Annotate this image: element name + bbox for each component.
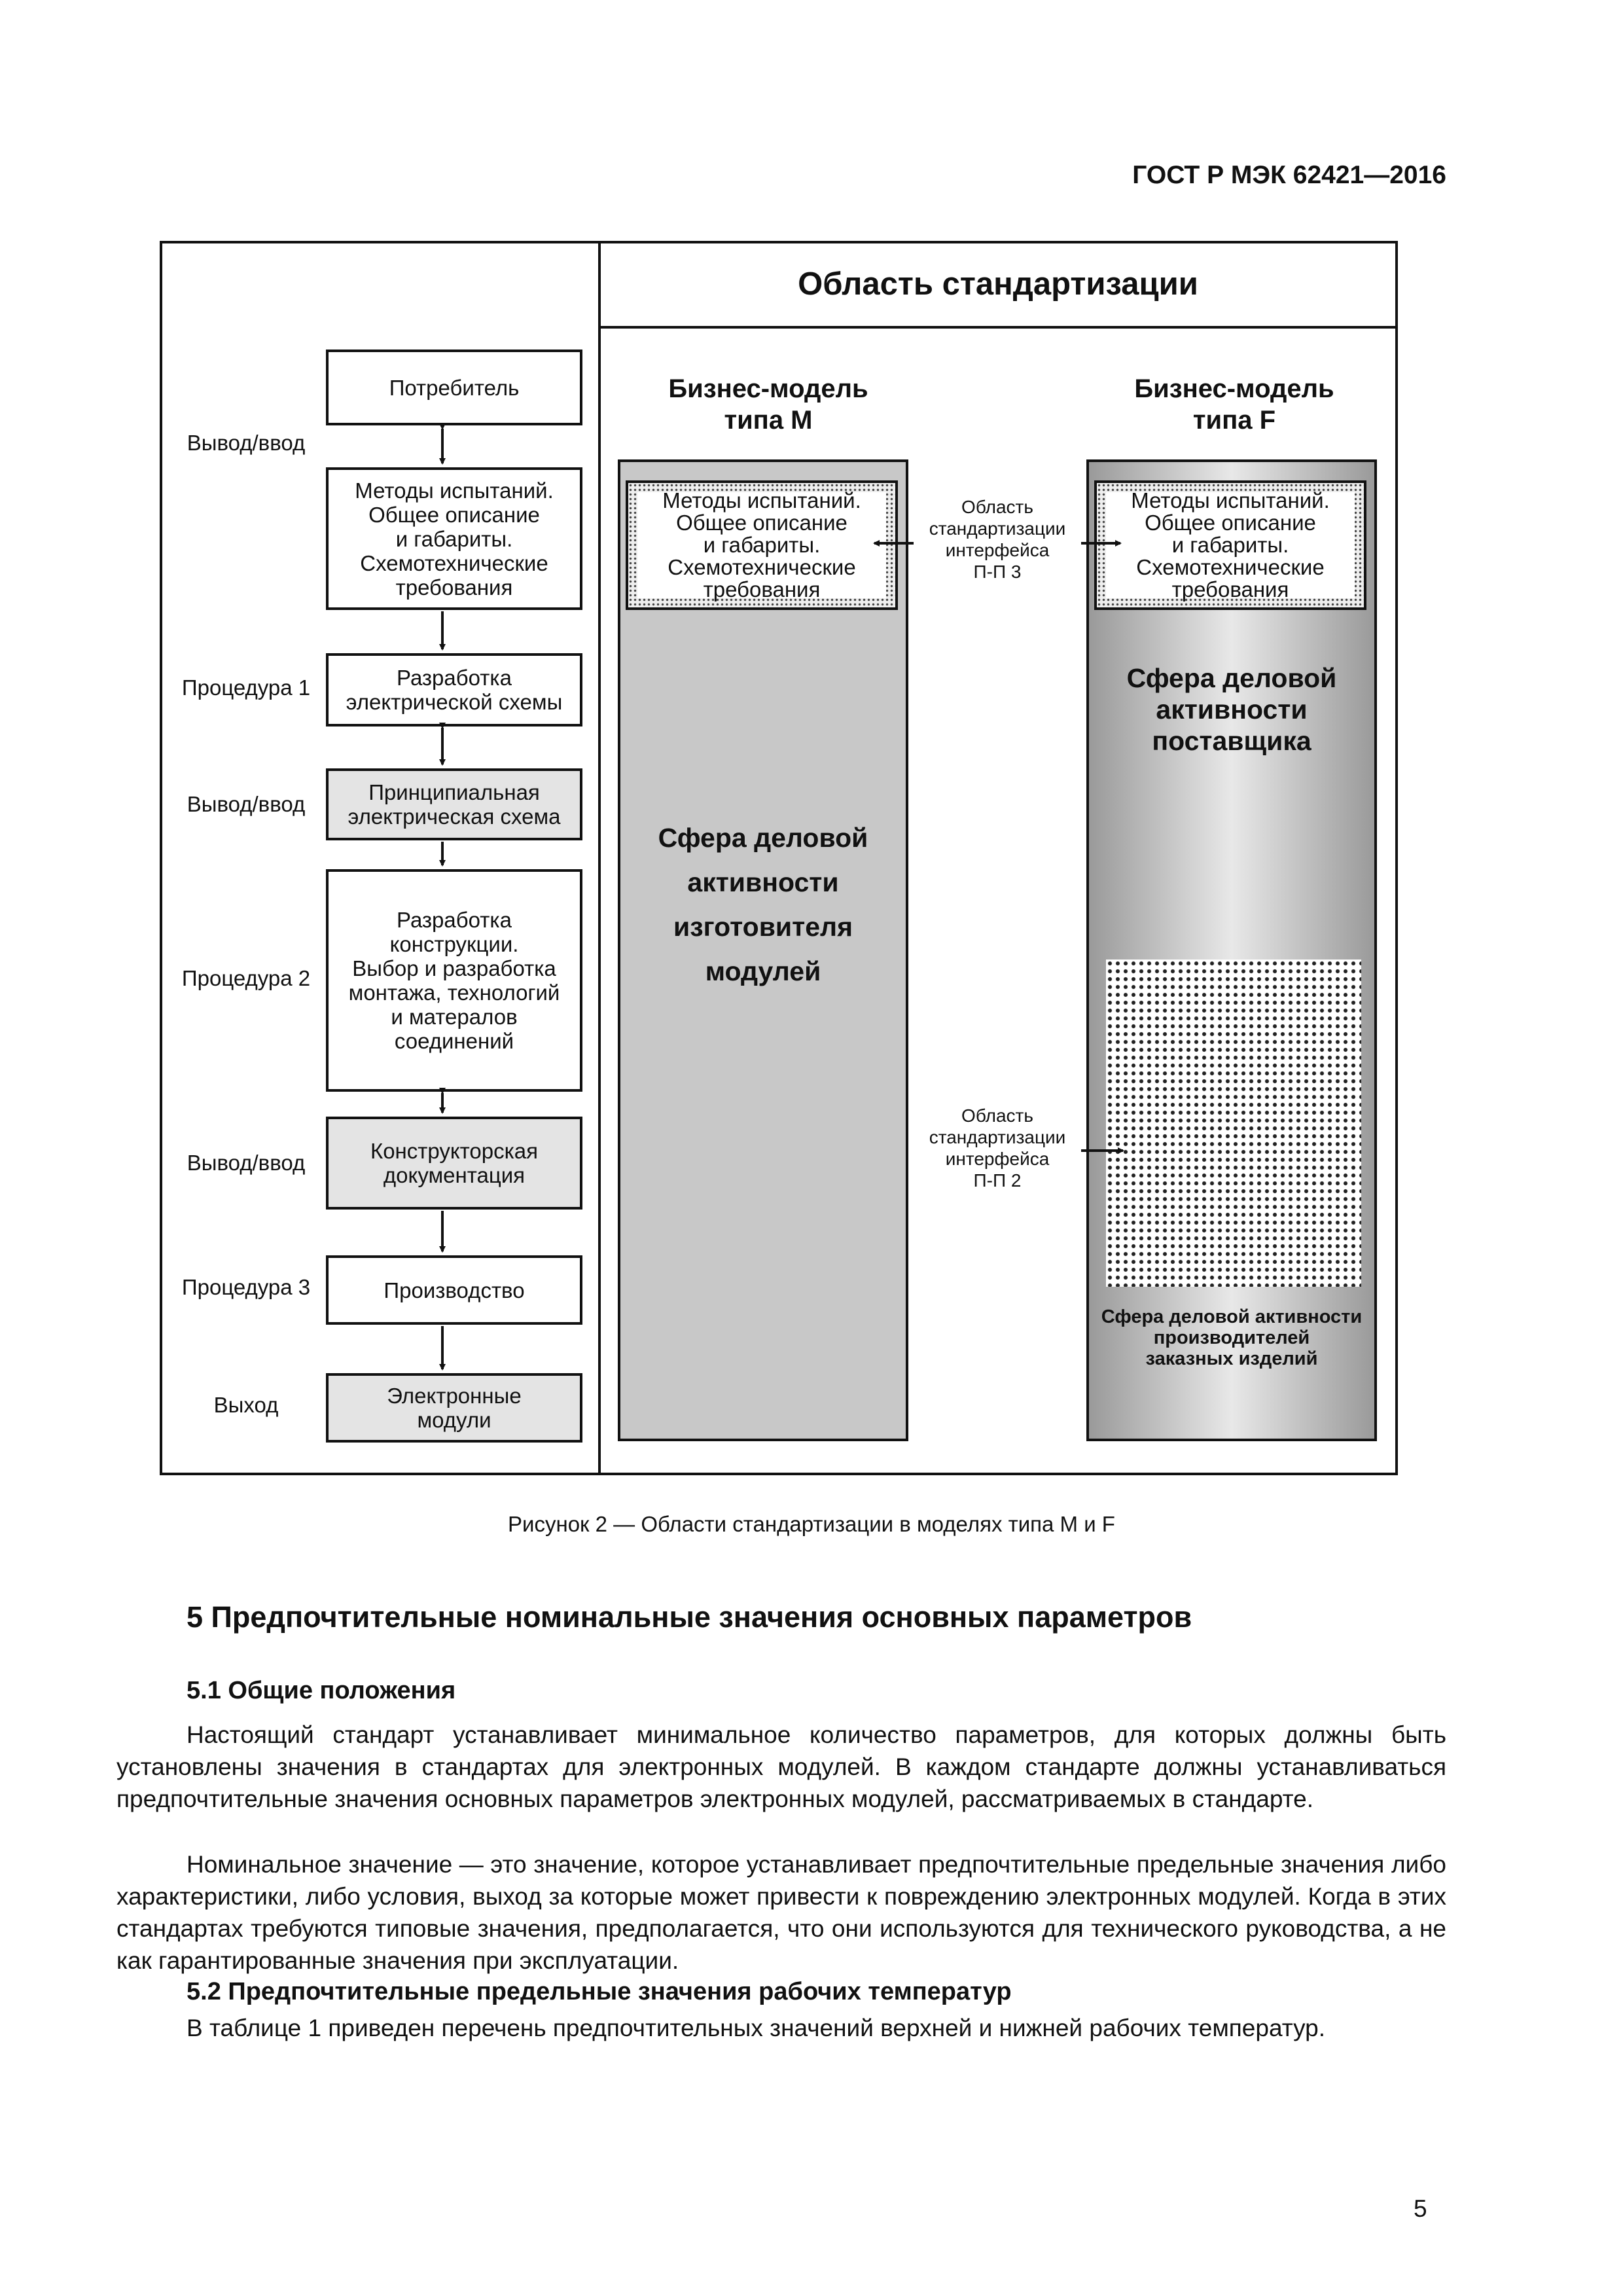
interface-pp2-label: Область стандартизации интерфейса П-П 2 bbox=[911, 1105, 1084, 1191]
stage-label-io-3: Вывод/ввод bbox=[187, 1151, 306, 1175]
stage-label-procedure-1: Процедура 1 bbox=[181, 675, 311, 700]
standard-number: ГОСТ Р МЭК 62421—2016 bbox=[1132, 161, 1446, 189]
flow-box-design-documentation: Конструкторская документация bbox=[326, 1117, 582, 1210]
business-model-m-title: Бизнес-модель типа М bbox=[668, 374, 868, 435]
model-m-sphere-label: Сфера деловой активности изготовителя модулей bbox=[658, 823, 868, 986]
paragraph-5-1-b: Номинальное значение — это значение, которое устанавливает предпочтительные предельные значения либо характеристики, либо условия, выход за которые может привести к повреждению электронных модулей. Когда в этих стандартах требуются типовые значения, предполагается, что они используются для технического руководства, а не как гарантированные значения при эксплуатации. bbox=[116, 1851, 1446, 1974]
section-5-2-heading: 5.2 Предпочтительные предельные значения рабочих температур bbox=[187, 1978, 1012, 2005]
flow-box-test-methods: Методы испытаний. Общее описание и габариты. Схемотехнические требования bbox=[326, 467, 582, 610]
model-f-test-methods-text: Методы испытаний. Общее описание и габариты. Схемотехнические требования bbox=[1106, 492, 1355, 598]
flow-box-electronic-modules: Электронные модули bbox=[326, 1373, 582, 1443]
flow-box-circuit-design: Разработка электрической схемы bbox=[326, 653, 582, 726]
flow-box-consumer: Потребитель bbox=[326, 350, 582, 425]
custom-products-sphere-label: Сфера деловой активности производителей заказных изделий bbox=[1101, 1306, 1363, 1369]
stage-label-output: Выход bbox=[213, 1393, 279, 1417]
interface-pp3-label: Область стандартизации интерфейса П-П 3 bbox=[911, 496, 1084, 583]
stage-label-io-2: Вывод/ввод bbox=[187, 792, 306, 816]
paragraph-5-2: В таблице 1 приведен перечень предпочтительных значений верхней и нижней рабочих температур. bbox=[187, 2015, 1326, 2041]
stage-label-procedure-2: Процедура 2 bbox=[181, 966, 311, 990]
page-number: 5 bbox=[1414, 2195, 1427, 2222]
stage-label-io-1: Вывод/ввод bbox=[187, 431, 306, 455]
flow-box-production: Производство bbox=[326, 1255, 582, 1325]
stage-label-procedure-3: Процедура 3 bbox=[181, 1275, 311, 1299]
flow-box-construction-design: Разработка конструкции. Выбор и разработка монтажа, технологий и матералов соединений bbox=[326, 869, 582, 1092]
business-model-f-title: Бизнес-модель типа F bbox=[1134, 374, 1334, 435]
paragraph-5-1-a: Настоящий стандарт устанавливает минимальное количество параметров, для которых должны быть установлены значения в стандартах для электронных модулей. В каждом стандарте должны устанавливаться предпочтительные значения основных параметров электронных модулей, рассматриваемых в стандарте. bbox=[116, 1721, 1446, 1812]
model-f-sphere-label: Сфера деловой активности поставщика bbox=[1126, 663, 1337, 756]
flow-box-schematic: Принципиальная электрическая схема bbox=[326, 768, 582, 840]
standardization-area-title: Область стандартизации bbox=[798, 266, 1198, 302]
figure-caption: Рисунок 2 — Области стандартизации в моделях типа М и F bbox=[508, 1512, 1115, 1536]
model-m-test-methods-text: Методы испытаний. Общее описание и габариты. Схемотехнические требования bbox=[637, 492, 886, 598]
section-5-1-heading: 5.1 Общие положения bbox=[187, 1677, 456, 1704]
section-5-heading: 5 Предпочтительные номинальные значения основных параметров bbox=[187, 1600, 1192, 1634]
